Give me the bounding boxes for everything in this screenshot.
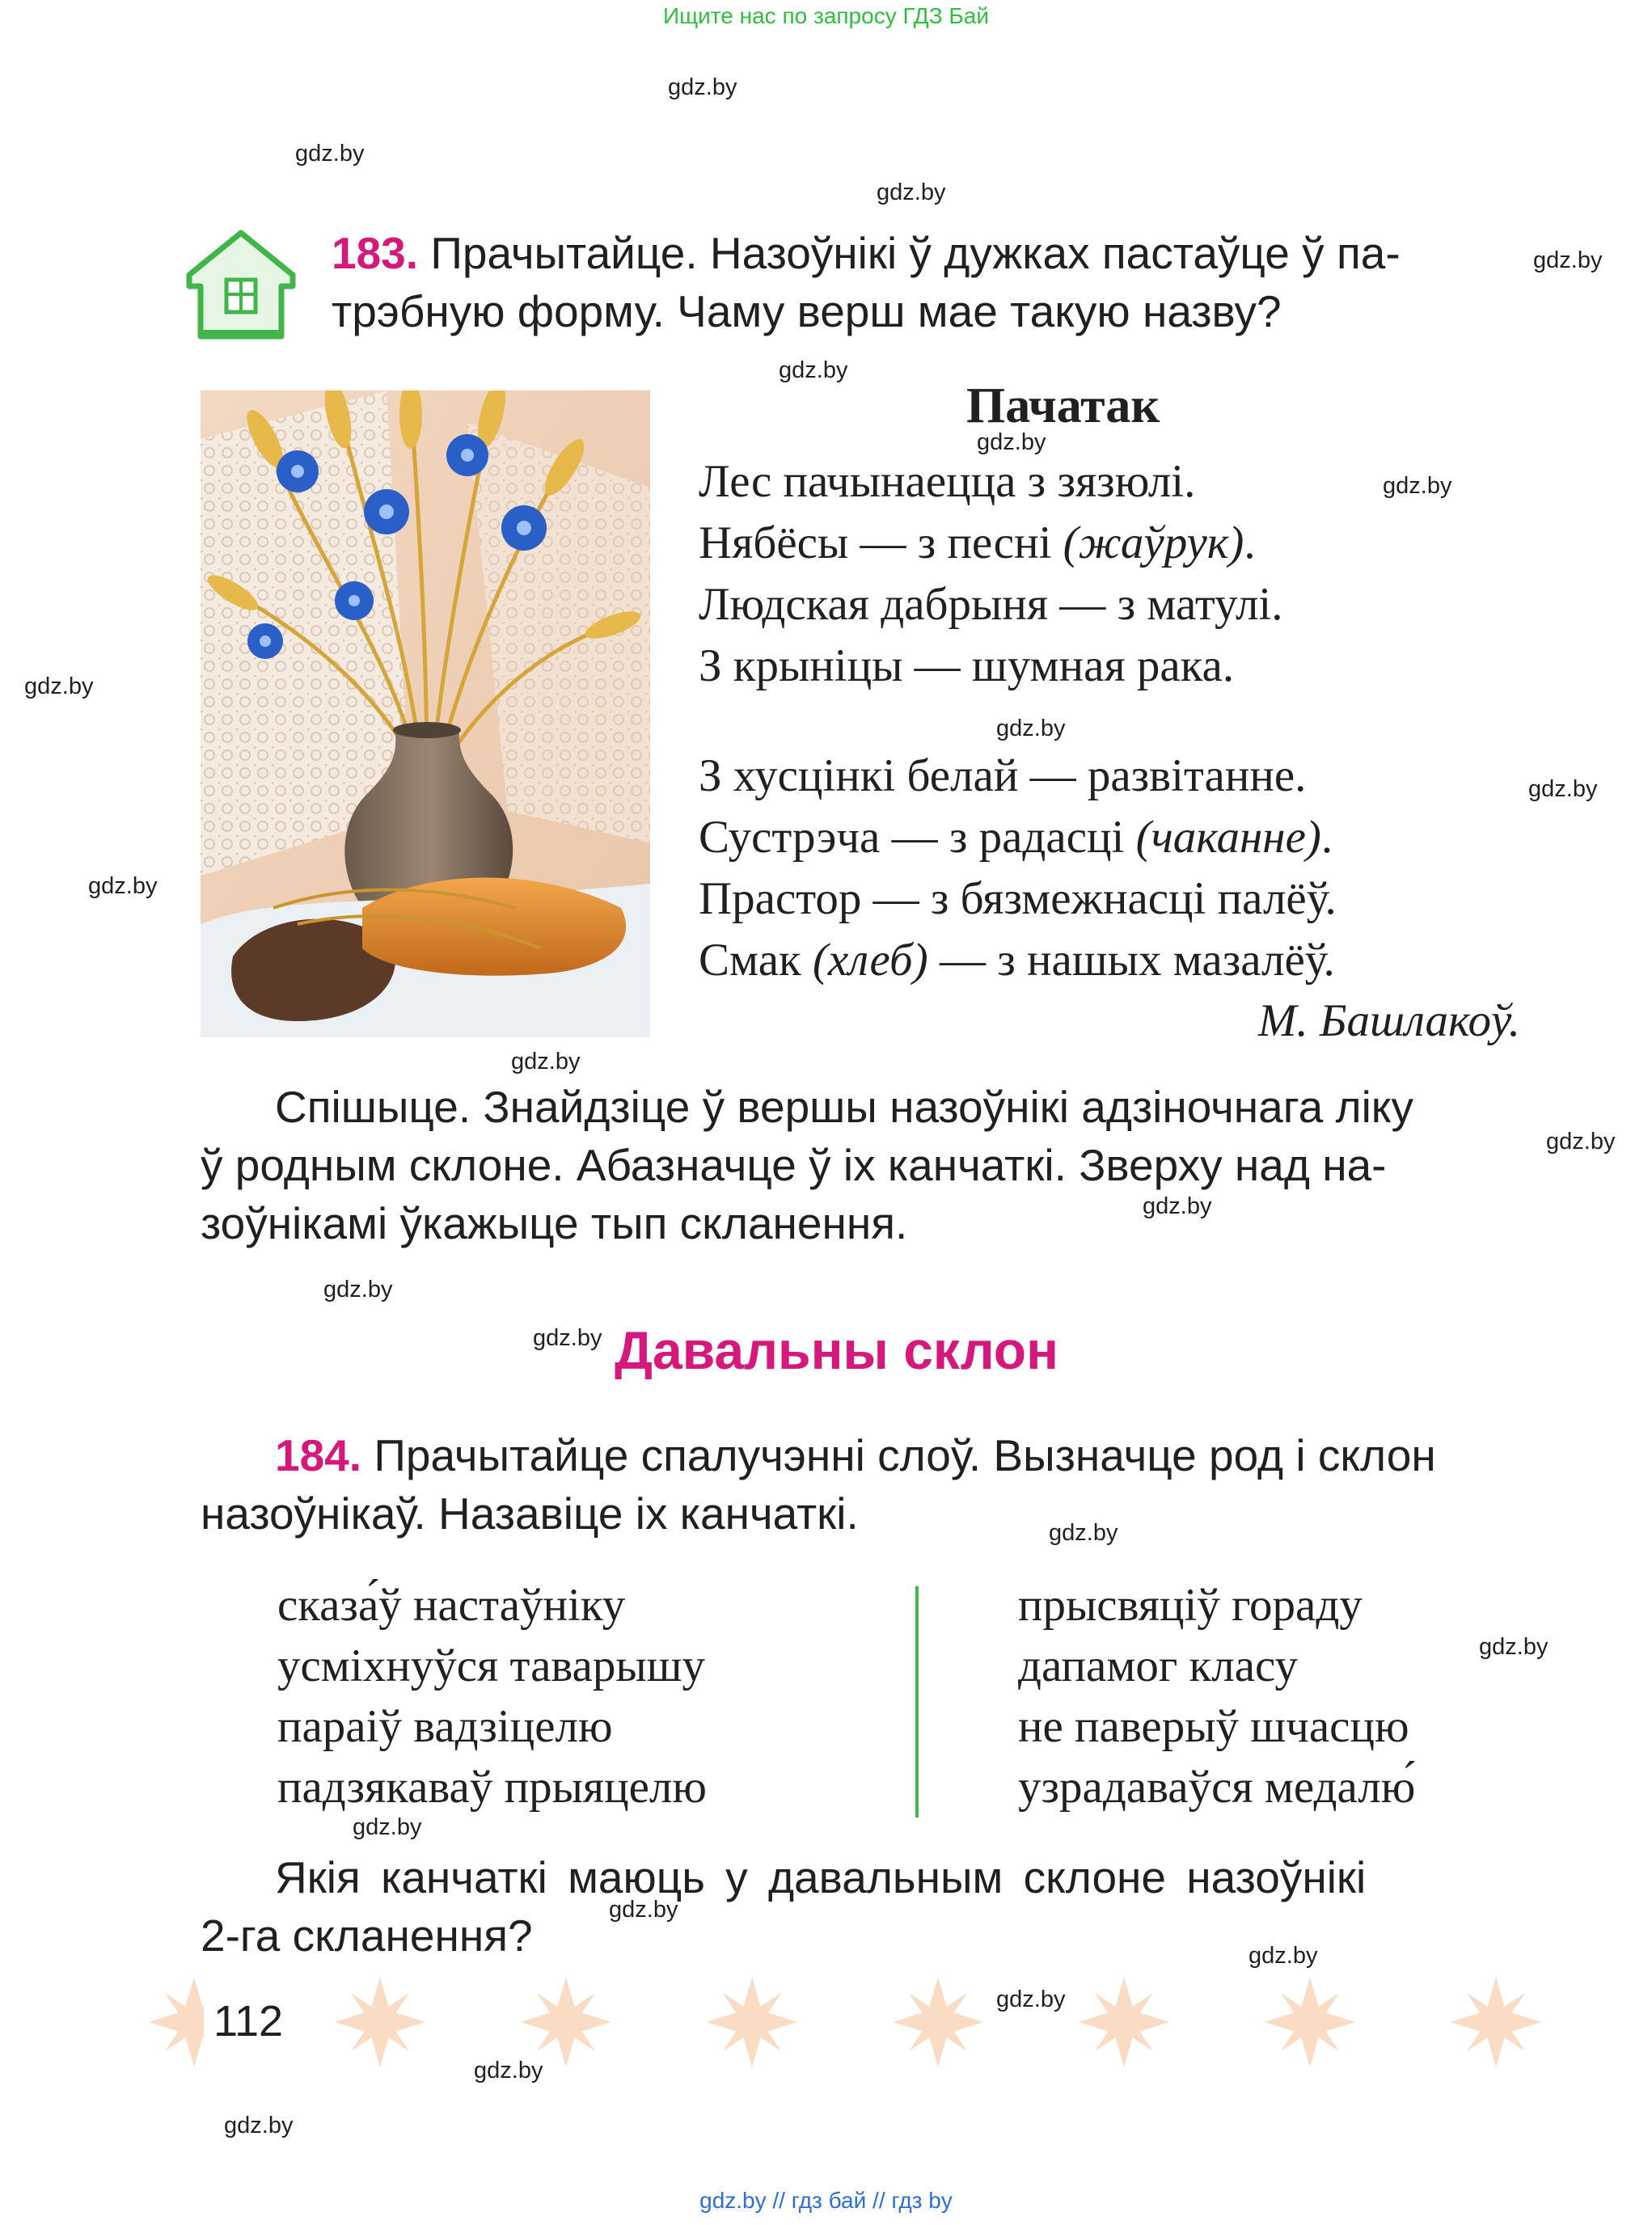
phrase: узрадаваўся медалю́: [1018, 1762, 1416, 1813]
watermark: gdz.by: [1546, 1129, 1616, 1155]
phrase: усміхнуўся таварышу: [277, 1640, 706, 1691]
poem-stanza-1: [699, 451, 1283, 697]
watermark: gdz.by: [779, 357, 848, 383]
task-184-text: Прачытайце спалучэнні слоў. Вызначце род і склон: [361, 1430, 1436, 1480]
watermark: gdz.by: [1143, 1193, 1212, 1219]
poem-line: Смак (хлеб) — з нашых мазалёў.: [699, 935, 1335, 986]
phrase: падзякаваў прыяцелю: [277, 1762, 707, 1813]
phrase: сказа́ў настаўніку: [277, 1580, 626, 1631]
home-task-icon: [184, 228, 298, 341]
watermark: gdz.by: [224, 2113, 294, 2138]
task-184-line-1: [275, 1426, 1436, 1484]
poem-line: З хусцінкі белай — развітанне.: [699, 750, 1307, 801]
watermark: gdz.by: [511, 1049, 581, 1075]
poem-line: Людская дабрыня — з матулі.: [699, 579, 1283, 630]
watermark: gdz.by: [609, 1897, 678, 1923]
poem-line: Сустрэча — з радасці (чаканне).: [699, 812, 1333, 863]
watermark: gdz.by: [533, 1325, 602, 1351]
page-number: 112: [204, 1991, 293, 2052]
watermark: gdz.by: [323, 1277, 393, 1302]
watermark: gdz.by: [1479, 1634, 1548, 1660]
ornament-band: [146, 1970, 1633, 2075]
top-banner[interactable]: Ищите нас по запросу ГДЗ Бай: [662, 3, 990, 28]
column-divider: [915, 1586, 919, 1818]
watermark: gdz.by: [295, 141, 365, 167]
watermark: gdz.by: [977, 429, 1046, 455]
watermark: gdz.by: [353, 1814, 422, 1840]
poem-line: З крыніцы — шумная рака.: [699, 640, 1235, 691]
assignment-line: ў родным склоне. Абазначце ў іх канчаткі. Зверху над на-: [201, 1140, 1387, 1190]
assignment-line: зоўнікамі ўкажыце тып скланення.: [201, 1198, 908, 1248]
watermark: gdz.by: [1528, 776, 1598, 802]
poem-line: Прастор — з бязмежнасці палёў.: [699, 873, 1337, 924]
watermark: gdz.by: [1249, 1943, 1318, 1969]
footer-links[interactable]: gdz.by // гдз бай // гдз by: [699, 2188, 953, 2213]
watermark: gdz.by: [996, 1986, 1066, 2012]
watermark: gdz.by: [24, 673, 94, 699]
poem-title: Пачатак: [966, 378, 1160, 433]
watermark: gdz.by: [1383, 473, 1452, 499]
phrase: дапамог класу: [1018, 1640, 1299, 1691]
task-183-line-2: трэбную форму. Чаму верш мае такую назву?: [332, 286, 1282, 336]
word-column-right: [1018, 1575, 1415, 1818]
poem-line: Нябёсы — з песні (жаўрук).: [699, 517, 1256, 568]
phrase: параіў вадзіцелю: [277, 1701, 613, 1752]
watermark: gdz.by: [877, 179, 946, 205]
section-heading: Давальны склон: [615, 1320, 1058, 1380]
watermark: gdz.by: [1049, 1520, 1118, 1546]
phrase: не паверыў шчасцю: [1018, 1701, 1409, 1752]
question-line: 2-га скланення?: [201, 1910, 533, 1961]
watermark: gdz.by: [474, 2058, 543, 2084]
still-life-illustration: [201, 391, 650, 1037]
task-183-text: Прачытайце. Назоўнікі ў дужках пастаўце ў па-: [430, 228, 1401, 278]
question-line: Якія канчаткі маюць у давальным склоне назоўнікі: [275, 1852, 1367, 1902]
task-number: 184.: [275, 1430, 362, 1480]
watermark: gdz.by: [1533, 247, 1603, 273]
watermark: gdz.by: [88, 873, 158, 899]
assignment-line: Спішыце. Знайдзіце ў вершы назоўнікі адзіночнага ліку: [275, 1082, 1413, 1132]
watermark: gdz.by: [996, 716, 1066, 741]
word-column-left: [277, 1575, 707, 1818]
poem-line: Лес пачынаецца з зязюлі.: [699, 456, 1196, 507]
poem-stanza-2: [699, 745, 1337, 991]
poem-author: М. Башлакоў.: [1257, 995, 1520, 1046]
task-183-line-1: [332, 224, 1401, 282]
task-number: 183.: [332, 228, 419, 278]
task-184-line-2: назоўнікаў. Назавіце іх канчаткі.: [201, 1488, 859, 1539]
phrase: прысвяціў гораду: [1018, 1580, 1363, 1631]
watermark: gdz.by: [668, 74, 737, 100]
